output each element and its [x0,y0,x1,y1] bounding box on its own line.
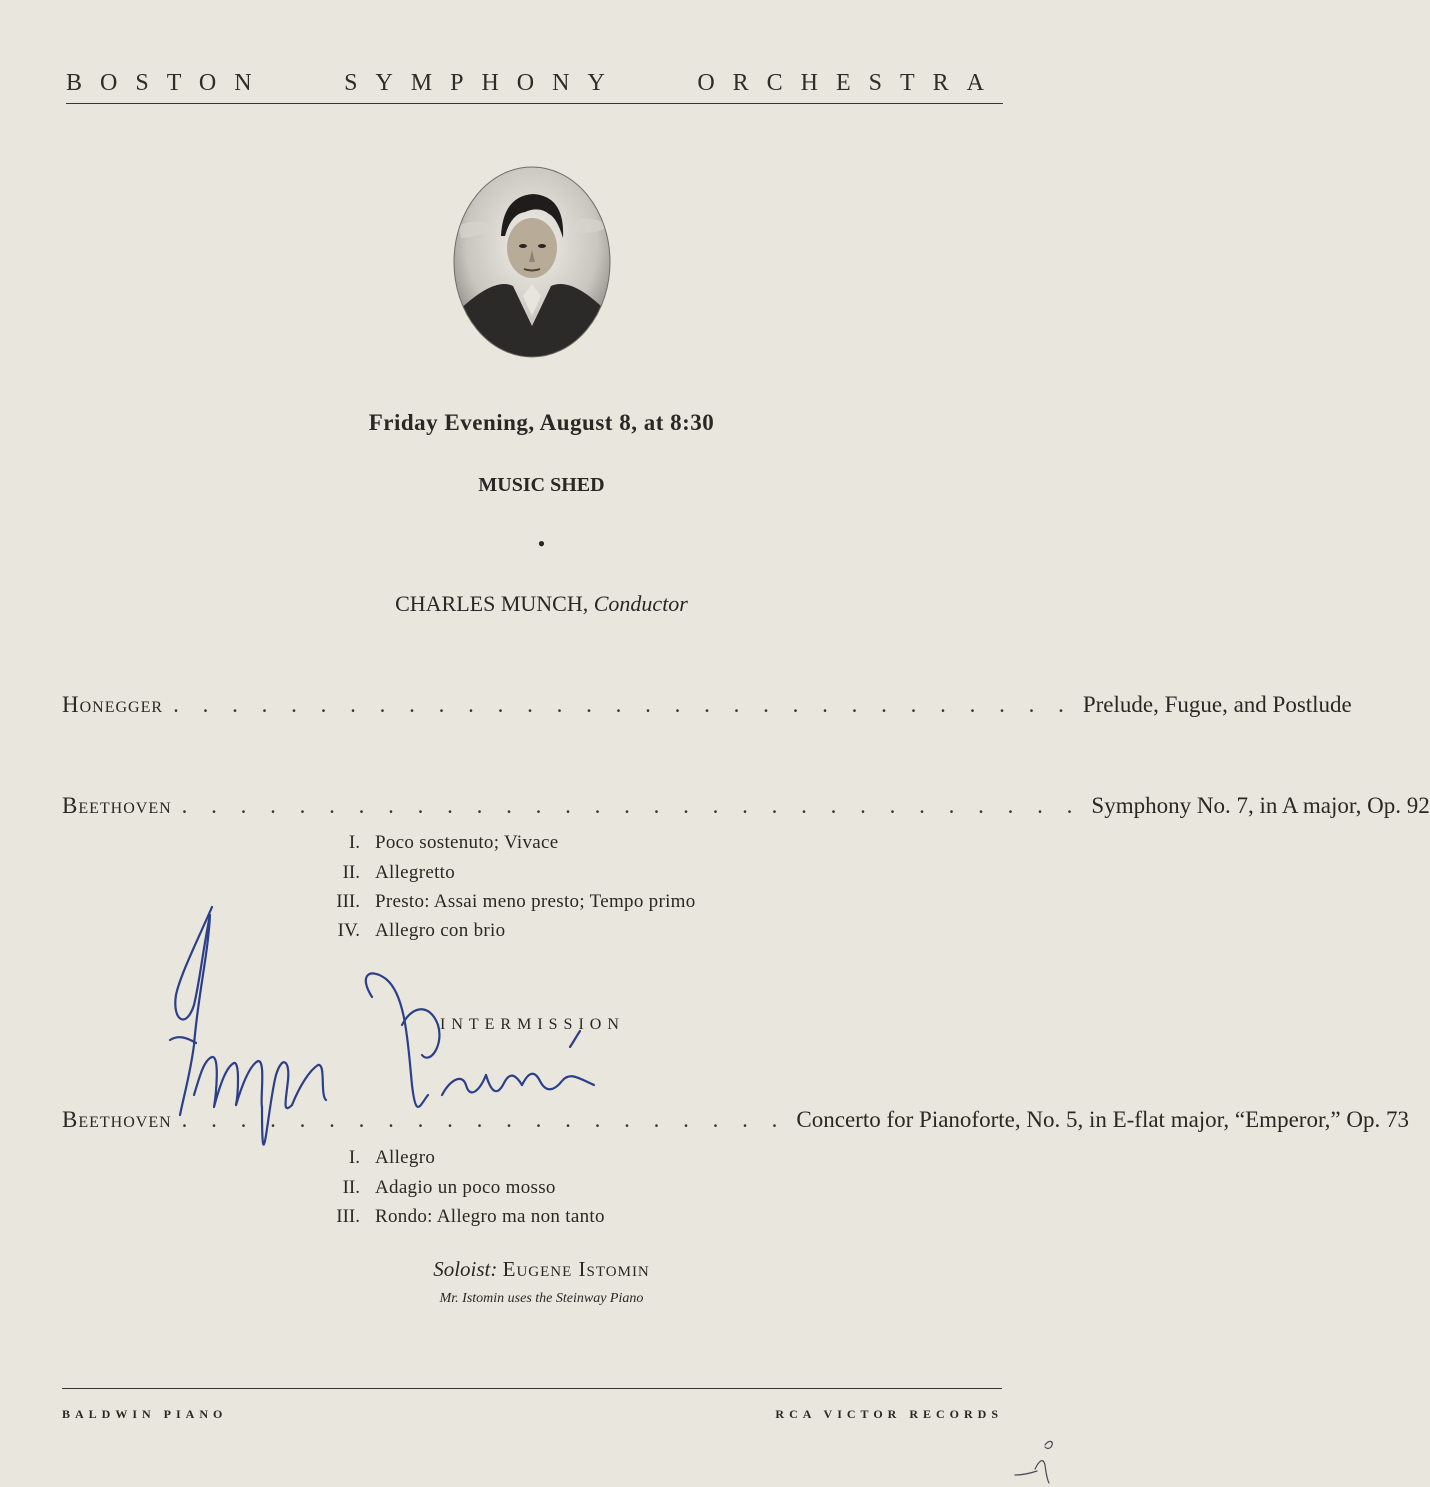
conductor-name: CHARLES MUNCH, [395,591,589,616]
program-item [62,1107,1409,1133]
header-word-1: BOSTON [66,70,270,96]
conductor-line [0,591,1083,617]
footer-sponsor-left: BALDWIN PIANO [62,1407,228,1421]
soloist-label: Soloist: [433,1257,498,1281]
program-item [62,793,1430,819]
composer-name: Beethoven [62,1107,172,1132]
intermission-label: INTERMISSION [440,1016,625,1033]
footer-sponsor-right: RCA VICTOR RECORDS [775,1407,1003,1421]
movement-title: Presto: Assai meno presto; Tempo primo [375,891,696,912]
movement-title: Allegretto [375,862,456,883]
piano-note: Mr. Istomin uses the Steinway Piano [439,1291,644,1306]
work-title: Symphony No. 7, in A major, Op. 92 [1091,793,1430,818]
movement-title: Adagio un poco mosso [375,1177,556,1198]
dot-leader: . . . . . . . . . . . . . . . . . . . . . . . . . . . . . . . [181,793,1082,818]
corner-pencil-mark [1005,1435,1065,1487]
movement-title: Allegro con brio [375,920,506,941]
movement-number: III. [336,1206,360,1227]
header-word-2: SYMPHONY [344,70,623,96]
portrait-image [453,166,611,358]
orchestra-header [66,70,1002,97]
movement-title: Rondo: Allegro ma non tanto [375,1206,605,1227]
movement-number: II. [342,862,360,883]
work-title: Concerto for Pianoforte, No. 5, in E-flat major, “Emperor,” Op. 73 [796,1107,1409,1132]
dot-leader: . . . . . . . . . . . . . . . . . . . . . . . . . . . . . . . [173,692,1073,717]
program-item [62,692,1352,718]
movement-number: I. [348,832,360,853]
event-date: Friday Evening, August 8, at 8:30 [368,410,715,435]
header-word-3: ORCHESTRA [697,70,1002,96]
conductor-role: Conductor [593,591,688,616]
soloist-name: Eugene Istomin [502,1257,650,1281]
composer-name: Beethoven [62,793,172,818]
dot-leader: . . . . . . . . . . . . . . . . . . . . . [181,1107,787,1132]
soloist-line [0,1257,1083,1282]
movement-title: Allegro [375,1147,436,1168]
event-venue: MUSIC SHED [478,474,605,496]
movement-number: I. [348,1147,360,1168]
header-rule [66,103,1003,104]
movement-number: III. [336,891,360,912]
movement-number: IV. [337,920,360,941]
movement-title: Poco sostenuto; Vivace [375,832,559,853]
movement-number: II. [342,1177,360,1198]
composer-name: Honegger [62,692,164,717]
separator-bullet: • [537,531,546,556]
footer-rule [62,1388,1002,1389]
work-title: Prelude, Fugue, and Postlude [1082,692,1352,717]
